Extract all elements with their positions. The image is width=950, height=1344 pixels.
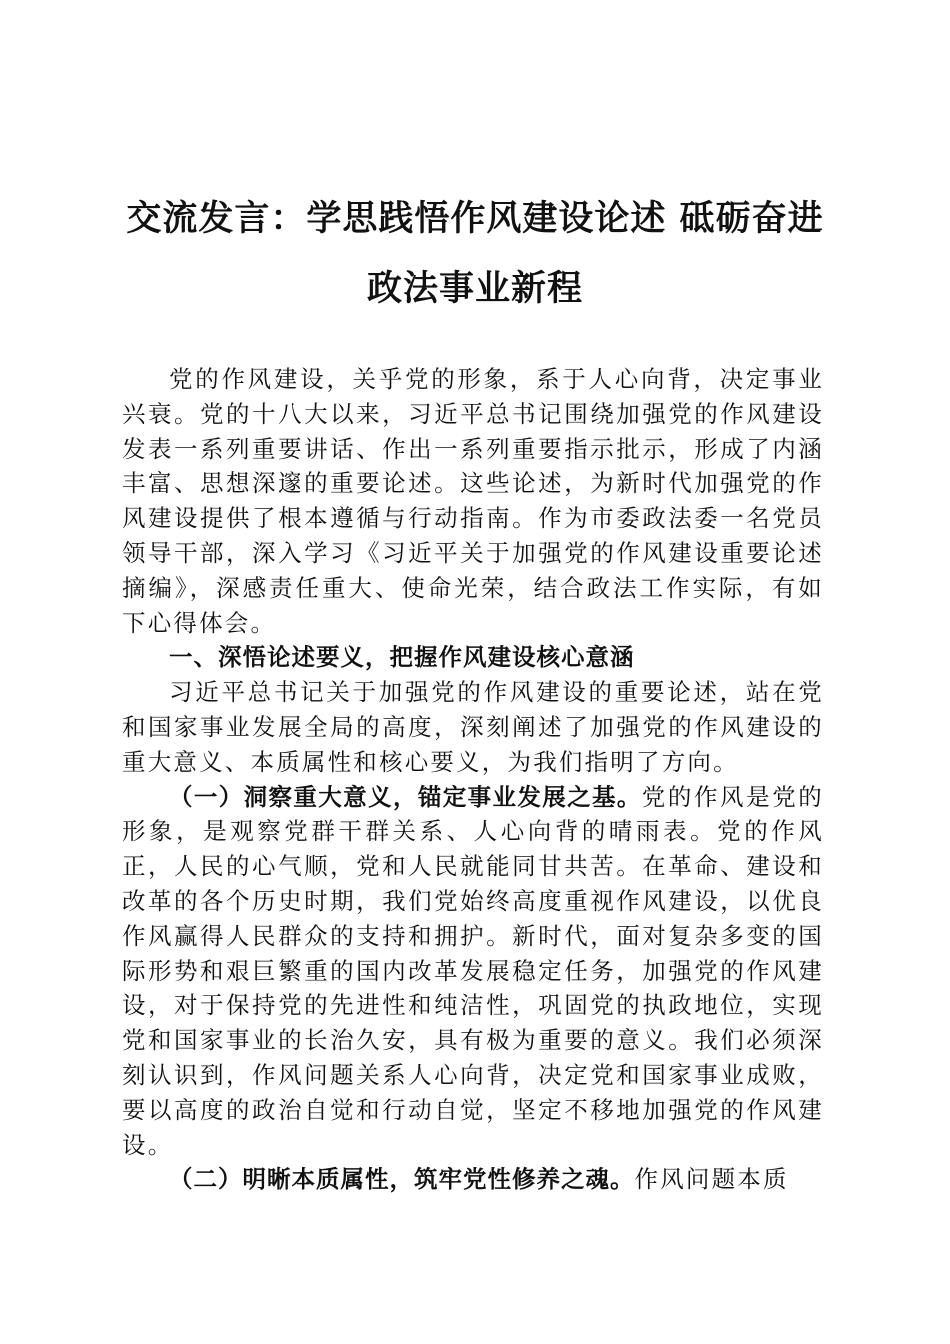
intro-paragraph: 党的作风建设，关乎党的形象，系于人心向背，决定事业兴衰。党的十八大以来，习近平总书记围绕加强党的作风建设发表一系列重要讲话、作出一系列重要指示批示，形成了内涵丰富、思想深邃的重要论述。这些论述，为新时代加强党的作风建设提供了根本遵循与行动指南。作为市委政法委一名党员领导干部，深入学习《习近平关于加强党的作风建设重要论述摘编》，深感责任重大、使命光荣，结合政法工作实际，有如下心得体会。: [122, 365, 824, 637]
subsection-2-lead: （二）明晰本质属性，筑牢党性修养之魂。: [169, 1165, 635, 1194]
subsection-1-text: 党的作风是党的形象，是观察党群干群关系、人心向背的晴雨表。党的作风正，人民的心气顺，党和人民就能同甘共苦。在革命、建设和改革的各个历史时期，我们党始终高度重视作风建设，以优良作风赢得人民群众的支持和拥护。新时代，面对复杂多变的国际形势和艰巨繁重的国内改革发展稳定任务，加强党的作风建设，对于保持党的先进性和纯洁性，巩固党的执政地位，实现党和国家事业的长治久安，具有极为重要的意义。我们必须深刻认识到，作风问题关系人心向背，决定党和国家事业成败，要以高度的政治自觉和行动自觉，坚定不移地加强党的作风建设。: [122, 782, 824, 1159]
document-body: [122, 362, 824, 1197]
document-title-line-2: 政法事业新程: [366, 269, 583, 309]
subsection-1-paragraph: [122, 780, 824, 1163]
subsection-2-text: 作风问题本质: [634, 1165, 789, 1194]
section-heading-1: 一、深悟论述要义，把握作风建设核心意涵: [169, 643, 635, 672]
section-1-intro-paragraph: 习近平总书记关于加强党的作风建设的重要论述，站在党和国家事业发展全局的高度，深刻阐述了加强党的作风建设的重大意义、本质属性和核心要义，为我们指明了方向。: [122, 678, 824, 776]
document-title-line-1: 交流发言：学思践悟作风建设论述 砥砺奋进: [126, 199, 824, 239]
subsection-1-lead: （一）洞察重大意义，锚定事业发展之基。: [169, 782, 642, 811]
subsection-2-paragraph: [122, 1162, 824, 1197]
